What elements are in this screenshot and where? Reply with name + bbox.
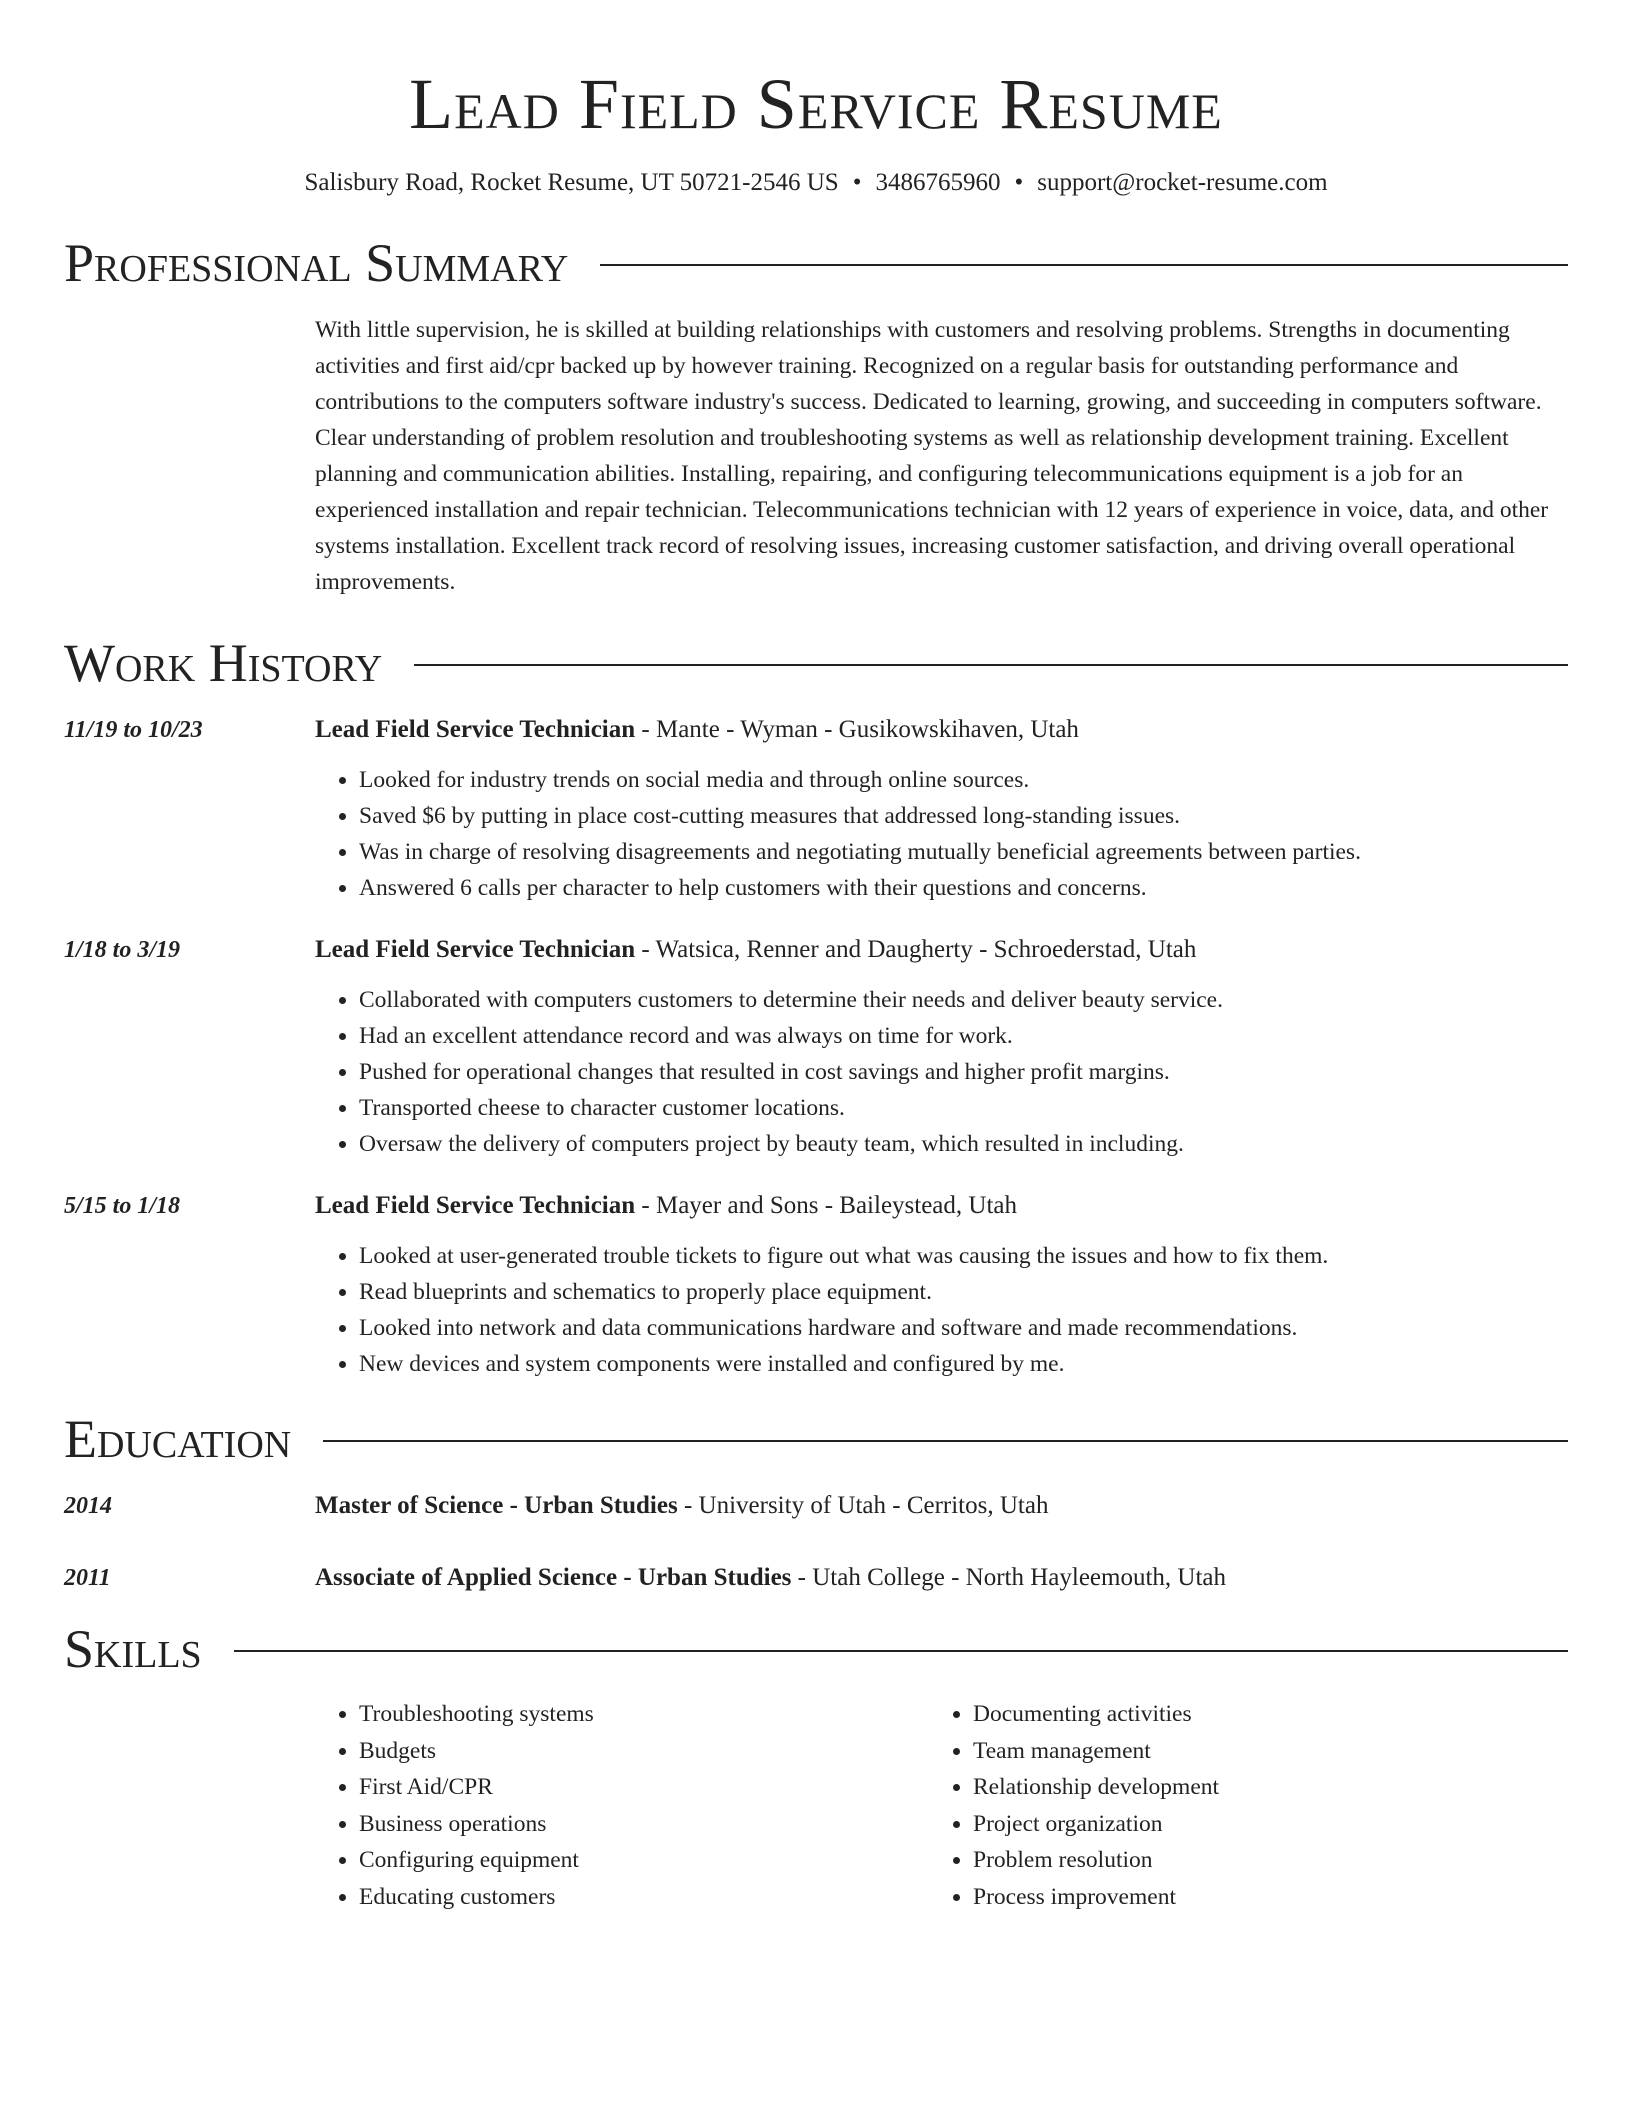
skill-item: • Process improvement [973, 1879, 1543, 1916]
education-details: - University of Utah - Cerritos, Utah [677, 1492, 1049, 1519]
job-title: Lead Field Service Technician [315, 936, 636, 963]
job-bullets [315, 1238, 1568, 1382]
skills-column-right [929, 1696, 1543, 1915]
job-title: Lead Field Service Technician [315, 716, 636, 743]
skill-item: • Relationship development [973, 1769, 1543, 1806]
job-entry [64, 712, 1568, 906]
work-section-header [64, 628, 1568, 698]
skill-item: • Configuring equipment [359, 1842, 929, 1879]
section-title-work: Work History [64, 633, 383, 693]
job-details: - Watsica, Renner and Daugherty - Schroederstad, Utah [635, 936, 1197, 963]
resume-title: Lead Field Service Resume [409, 64, 1223, 144]
skill-item: • Team management [973, 1733, 1543, 1770]
job-bullets [315, 982, 1568, 1162]
job-bullets [315, 762, 1568, 906]
summary-section-header [64, 228, 1568, 298]
list-item: • Was in charge of resolving disagreements and negotiating mutually beneficial agreements between parties. [359, 834, 1568, 870]
contact-email: support@rocket-resume.com [1037, 169, 1328, 196]
job-dates: 5/15 to 1/18 [64, 1193, 181, 1219]
job-entry [64, 1188, 1568, 1382]
education-degree: Master of Science - Urban Studies [315, 1492, 678, 1519]
skill-item: • Project organization [973, 1806, 1543, 1843]
list-item: • Had an excellent attendance record and was always on time for work. [359, 1018, 1568, 1054]
job-details: - Mante - Wyman - Gusikowskihaven, Utah [635, 716, 1079, 743]
job-title: Lead Field Service Technician [315, 1192, 636, 1219]
section-title-education: Education [64, 1409, 292, 1469]
education-degree: Associate of Applied Science - Urban Studies [315, 1564, 792, 1591]
contact-address: Salisbury Road, Rocket Resume, UT 50721-2546 US [304, 169, 839, 196]
education-heading [315, 1488, 1048, 1524]
list-item: • Answered 6 calls per character to help customers with their questions and concerns. [359, 870, 1568, 906]
contact-line [64, 166, 1568, 200]
skills-column-left [315, 1696, 929, 1915]
job-heading [315, 1188, 1017, 1224]
contact-separator: • [1014, 169, 1024, 196]
resume-page [64, 0, 1568, 1915]
skill-item: • First Aid/CPR [359, 1769, 929, 1806]
job-dates: 11/19 to 10/23 [64, 717, 203, 743]
skill-item: • Documenting activities [973, 1696, 1543, 1733]
skill-item: • Business operations [359, 1806, 929, 1843]
education-entry [64, 1488, 1568, 1524]
section-title-skills: Skills [64, 1619, 202, 1679]
list-item: • Collaborated with computers customers to determine their needs and deliver beauty service. [359, 982, 1568, 1018]
list-item: • New devices and system components were installed and configured by me. [359, 1346, 1568, 1382]
summary-text: With little supervision, he is skilled at building relationships with customers and resolving problems. Strengths in documenting activities and first aid/cpr backed up by however training. Recognized on a regular basis for outstanding performance and contributions to the computers software industry's success. Dedicated to learning, growing, and succeeding in computers software. Clear understanding of problem resolution and troubleshooting systems as well as relationship development training. Excellent planning and communication abilities. Installing, repairing, and configuring telecommunications equipment is a job for an experienced installation and repair technician. Telecommunications technician with 12 years of experience in voice, data, and other systems installation. Excellent track record of resolving issues, increasing customer satisfaction, and driving overall operational improvements. [315, 317, 1549, 595]
list-item: • Looked at user-generated trouble tickets to figure out what was causing the issues and how to fix them. [359, 1238, 1568, 1274]
section-divider [414, 664, 1568, 666]
section-divider [600, 264, 1568, 266]
section-divider [323, 1440, 1568, 1442]
list-item: • Pushed for operational changes that resulted in cost savings and higher profit margins. [359, 1054, 1568, 1090]
skill-item: • Troubleshooting systems [359, 1696, 929, 1733]
list-item: • Saved $6 by putting in place cost-cutting measures that addressed long-standing issues. [359, 798, 1568, 834]
section-title-summary: Professional Summary [64, 233, 569, 293]
list-item: • Transported cheese to character customer locations. [359, 1090, 1568, 1126]
list-item: • Oversaw the delivery of computers project by beauty team, which resulted in including. [359, 1126, 1568, 1162]
contact-separator: • [852, 169, 862, 196]
skill-item: • Budgets [359, 1733, 929, 1770]
skills-section-header [64, 1614, 1568, 1684]
contact-phone: 3486765960 [875, 169, 1001, 196]
education-section-header [64, 1404, 1568, 1474]
education-year: 2011 [64, 1565, 111, 1591]
list-item: • Read blueprints and schematics to properly place equipment. [359, 1274, 1568, 1310]
job-heading [315, 932, 1196, 968]
education-entry [64, 1560, 1568, 1596]
list-item: • Looked into network and data communications hardware and software and made recommendations. [359, 1310, 1568, 1346]
list-item: • Looked for industry trends on social media and through online sources. [359, 762, 1568, 798]
education-year: 2014 [64, 1493, 112, 1519]
job-heading [315, 712, 1079, 748]
job-entry [64, 932, 1568, 1162]
skills-list [315, 1696, 1568, 1915]
skill-item: • Educating customers [359, 1879, 929, 1916]
section-divider [234, 1650, 1568, 1652]
education-heading [315, 1560, 1226, 1596]
skill-item: • Problem resolution [973, 1842, 1543, 1879]
education-details: - Utah College - North Hayleemouth, Utah [791, 1564, 1227, 1591]
job-details: - Mayer and Sons - Baileystead, Utah [635, 1192, 1018, 1219]
job-dates: 1/18 to 3/19 [64, 937, 181, 963]
